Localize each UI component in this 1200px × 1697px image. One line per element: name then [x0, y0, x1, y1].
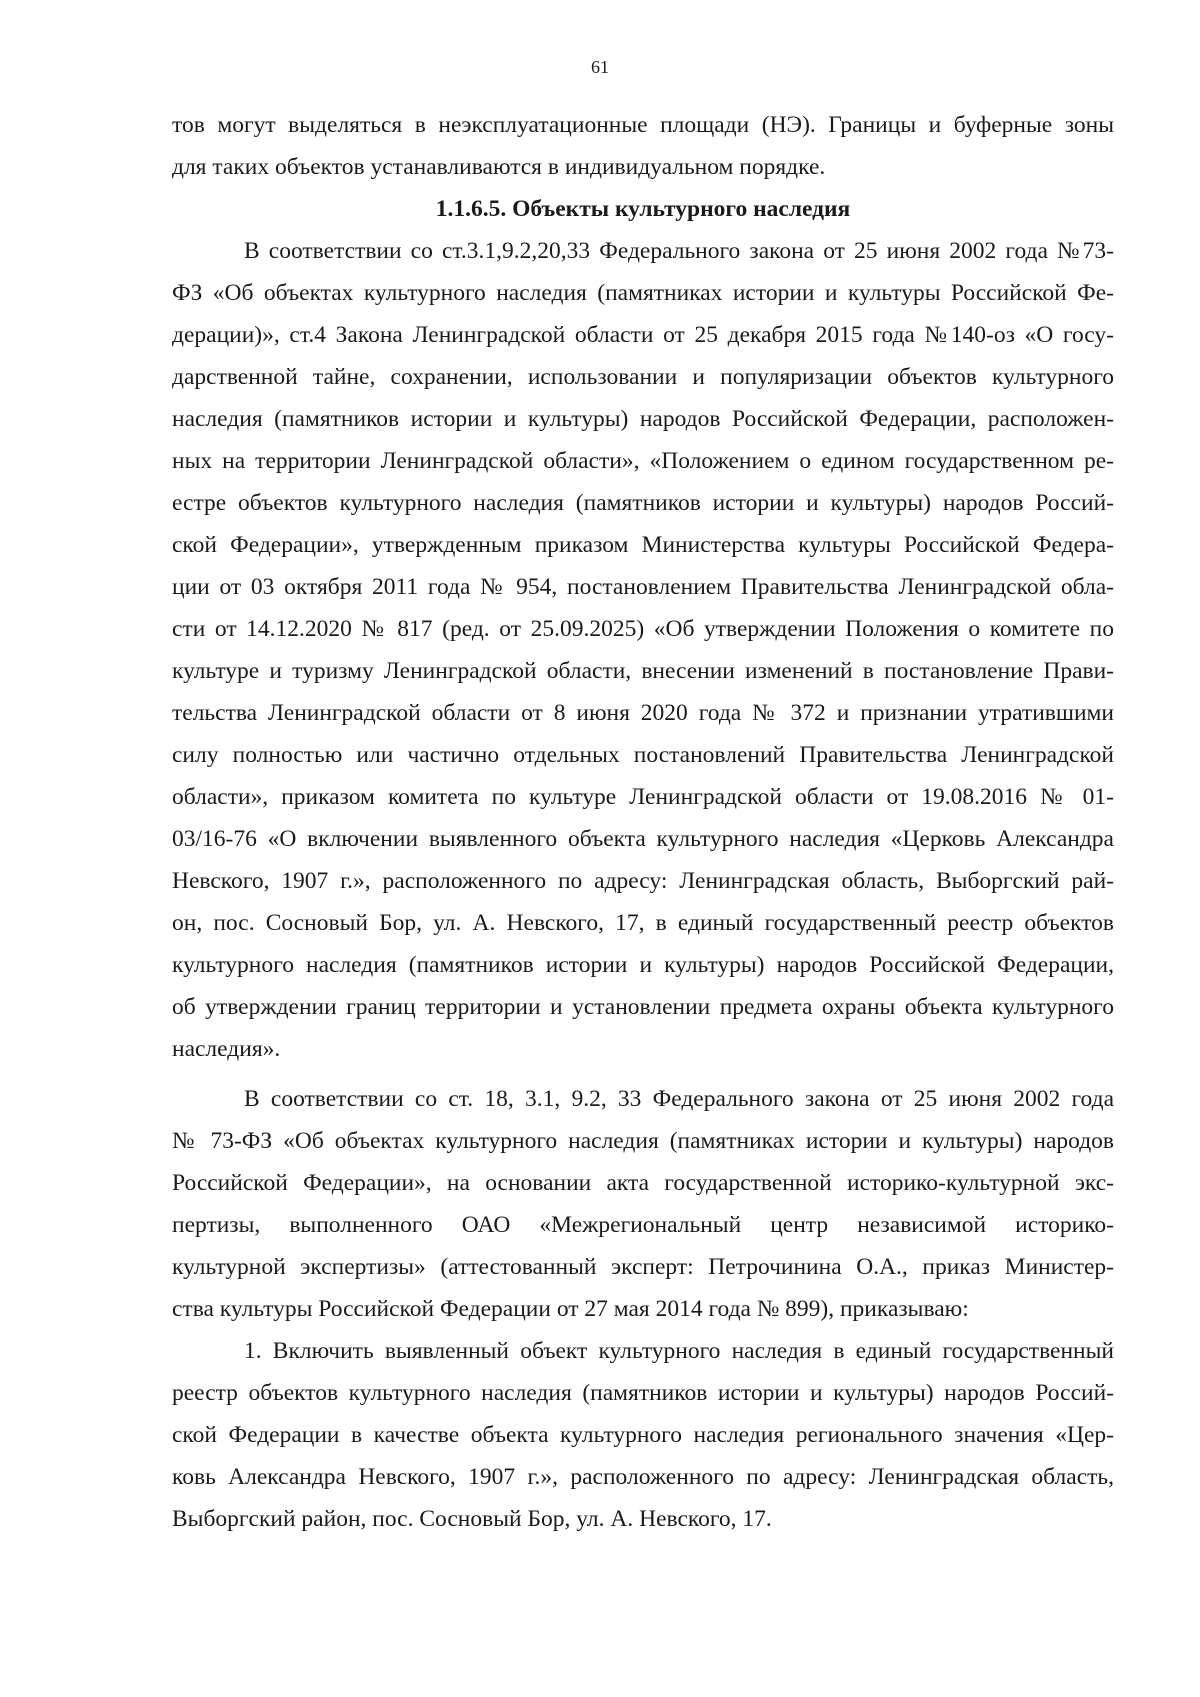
section-heading: 1.1.6.5. Объекты культурного наследия: [435, 196, 851, 222]
text-line: тельства Ленинградской области от 8 июня 2020 года № 372 и признании утратившими: [172, 700, 1114, 726]
text-line: Выборгский район, пос. Сосновый Бор, ул. А. Невского, 17.: [172, 1506, 772, 1532]
text-line: пертизы, выполненного ОАО «Межрегиональный центр независимой историко-: [172, 1212, 1114, 1238]
document-body: [172, 104, 1114, 1540]
text-line: ных на территории Ленинградской области», «Положением о едином государственном ре-: [172, 448, 1114, 474]
text-line: дерации)», ст.4 Закона Ленинградской области от 25 декабря 2015 года №140-оз «О госу-: [172, 322, 1114, 348]
text-line: 03/16-76 «О включении выявленного объекта культурного наследия «Церковь Александра: [172, 826, 1114, 852]
text-line: реестр объектов культурного наследия (памятников истории и культуры) народов Россий-: [172, 1380, 1114, 1406]
text-line: ции от 03 октября 2011 года № 954, постановлением Правительства Ленинградской обла-: [172, 574, 1114, 600]
text-line: № 73-ФЗ «Об объектах культурного наследия (памятниках истории и культуры) народов: [172, 1128, 1114, 1154]
text-line: силу полностью или частично отдельных постановлений Правительства Ленинградской: [172, 742, 1114, 768]
text-line: наследия (памятников истории и культуры) народов Российской Федерации, расположен-: [172, 406, 1114, 432]
text-line: культурной экспертизы» (аттестованный эксперт: Петрочинина О.А., приказ Министер-: [172, 1254, 1114, 1280]
text-line: дарственной тайне, сохранении, использовании и популяризации объектов культурного: [172, 364, 1114, 390]
paragraph-2: [172, 1078, 1114, 1330]
text-line: ФЗ «Об объектах культурного наследия (памятниках истории и культуры Российской Фе-: [172, 280, 1114, 306]
text-line: культурного наследия (памятников истории и культуры) народов Российской Федерации,: [172, 952, 1114, 978]
text-line: тов могут выделяться в неэксплуатационные площади (НЭ). Границы и буферные зоны: [172, 112, 1114, 138]
text-line: он, пос. Сосновый Бор, ул. А. Невского, 17, в единый государственный реестр объектов: [172, 910, 1114, 936]
text-line: сти от 14.12.2020 № 817 (ред. от 25.09.2025) «Об утверждении Положения о комитете по: [172, 616, 1114, 642]
text-line: ковь Александра Невского, 1907 г.», расположенного по адресу: Ленинградская область,: [172, 1464, 1114, 1490]
text-line: В соответствии со ст. 18, 3.1, 9.2, 33 Федерального закона от 25 июня 2002 года: [244, 1086, 1114, 1112]
text-line: ской Федерации», утвержденным приказом Министерства культуры Российской Федера-: [172, 532, 1114, 558]
text-line: для таких объектов устанавливаются в индивидуальном порядке.: [172, 154, 826, 180]
text-line: Невского, 1907 г.», расположенного по адресу: Ленинградская область, Выборгский рай-: [172, 868, 1114, 894]
text-line: области», приказом комитета по культуре Ленинградской области от 19.08.2016 № 01-: [172, 784, 1114, 810]
paragraph-1: [172, 230, 1114, 1070]
text-line: 1. Включить выявленный объект культурного наследия в единый государственный: [244, 1338, 1114, 1364]
text-line: наследия».: [172, 1036, 281, 1062]
paragraph-3: [172, 1330, 1114, 1540]
text-line: об утверждении границ территории и установлении предмета охраны объекта культурного: [172, 994, 1114, 1020]
text-line: Российской Федерации», на основании акта государственной историко-культурной экс-: [172, 1170, 1114, 1196]
text-line: ства культуры Российской Федерации от 27 мая 2014 года № 899), приказываю:: [172, 1296, 969, 1322]
text-line: В соответствии со ст.3.1,9.2,20,33 Федерального закона от 25 июня 2002 года №73-: [244, 238, 1114, 264]
page-number: 61: [591, 57, 609, 77]
text-line: естре объектов культурного наследия (памятников истории и культуры) народов Россий-: [172, 490, 1114, 516]
paragraph-gap: [172, 1070, 1114, 1078]
text-line: культуре и туризму Ленинградской области, внесении изменений в постановление Прави-: [172, 658, 1114, 684]
text-line: ской Федерации в качестве объекта культурного наследия регионального значения «Цер-: [172, 1422, 1114, 1448]
top-paragraph: [172, 104, 1114, 188]
